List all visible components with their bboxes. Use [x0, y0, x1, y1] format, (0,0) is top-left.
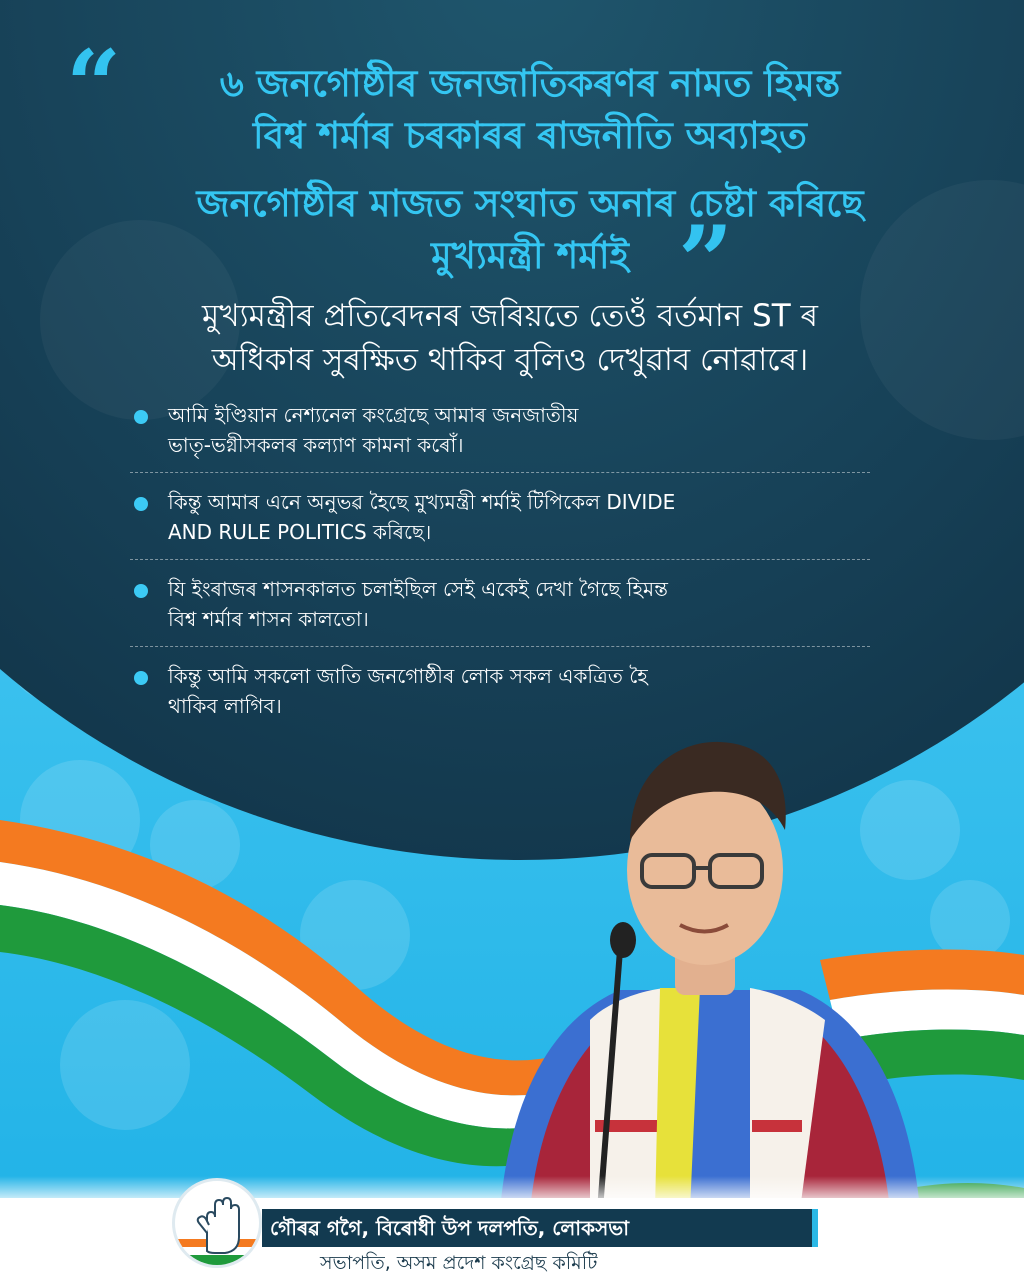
headline-line-3: জনগোষ্ঠীৰ মাজত সংঘাত অনাৰ চেষ্টা কৰিছে	[196, 182, 864, 225]
bullet-text-line: AND RULE POLITICS কৰিছে।	[168, 520, 432, 544]
subheadline	[60, 294, 960, 382]
bullet-dot-icon	[134, 497, 148, 511]
headline-line-2: বিশ্ব শৰ্মাৰ চৰকাৰৰ ৰাজনীতি অব্যাহত	[253, 114, 807, 157]
headline-part-1	[90, 58, 970, 162]
headline-line-4: মুখ্যমন্ত্ৰী শৰ্মাই	[431, 234, 629, 277]
bullet-item	[130, 400, 870, 473]
bullet-text-line: কিন্তু আমাৰ এনে অনুভৱ হৈছে মুখ্যমন্ত্ৰী শৰ্মাই টিপিকেল DIVIDE	[168, 490, 676, 514]
bullet-text-line: যি ইংৰাজৰ শাসনকালত চলাইছিল সেই একেই দেখা গৈছে হিমন্ত	[168, 577, 668, 601]
headline-part-2	[90, 178, 970, 282]
bullet-list	[130, 400, 870, 747]
bullet-item	[130, 487, 870, 560]
subheadline-line-1: মুখ্যমন্ত্ৰীৰ প্ৰতিবেদনৰ জৰিয়তে তেওঁ বৰ্তমান ST ৰ	[202, 298, 818, 334]
bullet-item	[130, 661, 870, 733]
headline-line-1: ৬ জনগোষ্ঠীৰ জনজাতিকৰণৰ নামত হিমন্ত	[219, 62, 841, 105]
bullet-dot-icon	[134, 584, 148, 598]
bullet-item	[130, 574, 870, 647]
bullet-text-line: ভাতৃ-ভগ্নীসকলৰ কল্যাণ কামনা কৰোঁ।	[168, 433, 464, 457]
bullet-text-line: থাকিব লাগিব।	[168, 694, 282, 718]
bullet-dot-icon	[134, 410, 148, 424]
speaker-designation: সভাপতি, অসম প্ৰদেশ কংগ্ৰেছ কমিটি	[320, 1252, 598, 1274]
speaker-name-title: গৌৰৱ গগৈ, বিৰোধী উপ দলপতি, লোকসভা	[262, 1209, 818, 1247]
bullet-text-line: কিন্তু আমি সকলো জাতি জনগোষ্ঠীৰ লোক সকল একত্ৰিত হৈ	[168, 664, 648, 688]
bullet-text-line: বিশ্ব শৰ্মাৰ শাসন কালতো।	[168, 607, 369, 631]
subheadline-line-2: অধিকাৰ সুৰক্ষিত থাকিব বুলিও দেখুৱাব নোৱাৰে।	[211, 342, 809, 378]
quote-close-mark: ”	[678, 205, 734, 318]
congress-logo	[172, 1178, 262, 1268]
bullet-text-line: আমি ইণ্ডিয়ান নেশ্যনেল কংগ্ৰেছে আমাৰ জনজাতীয়	[168, 403, 579, 427]
bullet-dot-icon	[134, 671, 148, 685]
quote-open-mark: “	[66, 29, 122, 142]
